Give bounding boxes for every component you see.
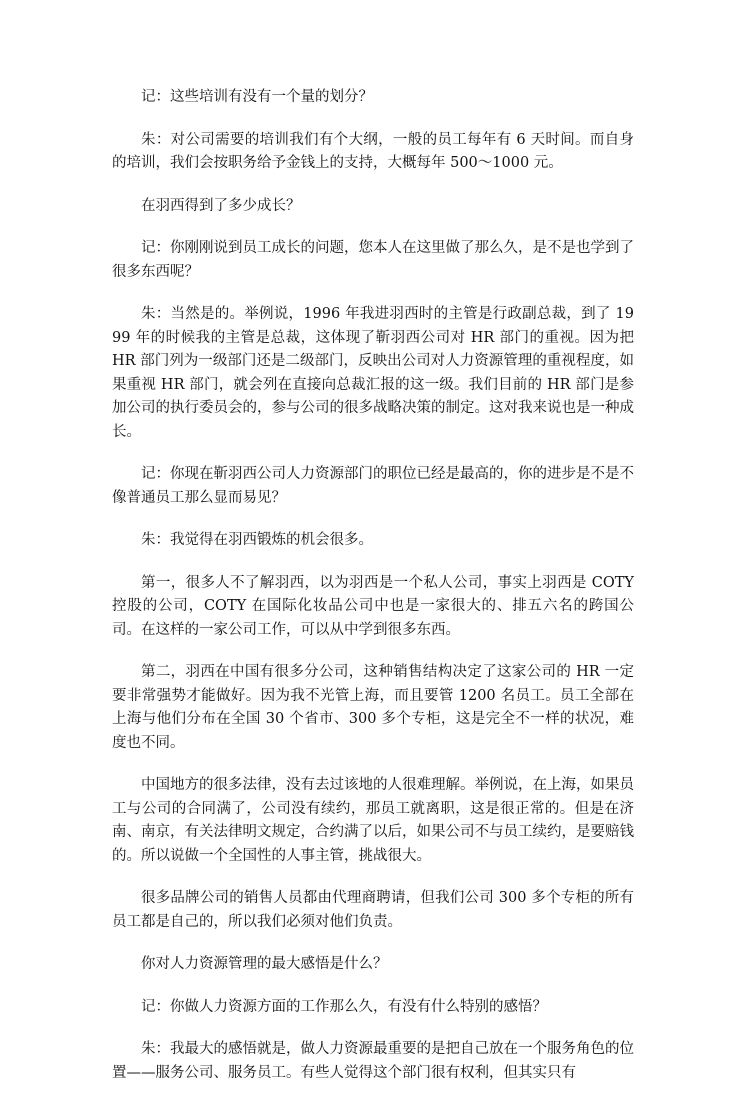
paragraph: 第二，羽西在中国有很多分公司，这种销售结构决定了这家公司的 HR 一定要非常强势才能做好。因为我不光管上海，而且要管 1200 名员工。员工全部在上海与他们分布在全国 30 个省市、300 多个专柜，这是完全不一样的状况，难度也不同。 — [112, 664, 634, 751]
paragraph: 中国地方的很多法律，没有去过该地的人很难理解。举例说，在上海，如果员工与公司的合同满了，公司没有续约，那员工就离职，这是很正常的。但是在济南、南京，有关法律明文规定，合约满了以后，如果公司不与员工续约，是要赔钱的。所以说做一个全国性的人事主管，挑战很大。 — [112, 777, 634, 864]
paragraph: 记：你现在靳羽西公司人力资源部门的职位已经是最高的，你的进步是不是不像普通员工那么显而易见？ — [112, 466, 634, 506]
paragraph: 记：这些培训有没有一个量的划分？ — [141, 89, 373, 105]
section-heading: 在羽西得到了多少成长？ — [141, 197, 301, 214]
paragraph: 第一，很多人不了解羽西，以为羽西是一个私人公司，事实上羽西是 COTY 控股的公司，COTY 在国际化妆品公司中也是一家很大的、排五六名的跨国公司。在这样的一家公司工作，可以从中学到很多东西。 — [112, 574, 634, 638]
paragraph: 朱：对公司需要的培训我们有个大纲，一般的员工每年有 6 天时间。而自身的培训，我们会按职务给予金钱上的支持，大概每年 500～1000 元。 — [112, 131, 634, 171]
paragraph: 朱：当然是的。举例说，1996 年我进羽西时的主管是行政副总裁，到了 1999 年的时候我的主管是总裁，这体现了靳羽西公司对 HR 部门的重视。因为把 HR 部门列为一级部门还是二级部门，反映出公司对人力资源管理的重视程度，如果重视 HR 部门，就会列在直接向总裁汇报的这一级。我们目前的 HR 部门是参加公司的执行委员会的，参与公司的很多战略决策的制定。这对我来说也是一种成长。 — [112, 306, 634, 440]
paragraph: 朱：我觉得在羽西锻炼的机会很多。 — [141, 532, 373, 548]
paragraph: 记：你做人力资源方面的工作那么久，有没有什么特别的感悟？ — [141, 998, 547, 1015]
paragraph: 朱：我最大的感悟就是，做人力资源最重要的是把自己放在一个服务角色的位置——服务公司、服务员工。有些人觉得这个部门很有权利，但其实只有 — [112, 1041, 634, 1081]
paragraph: 很多品牌公司的销售人员都由代理商聘请，但我们公司 300 多个专柜的所有员工都是自己的，所以我们必须对他们负责。 — [112, 890, 634, 930]
article-body — [112, 86, 634, 1104]
section-heading: 你对人力资源管理的最大感悟是什么？ — [141, 956, 388, 972]
paragraph: 记：你刚刚说到员工成长的问题，您本人在这里做了那么久，是不是也学到了很多东西呢？ — [112, 240, 634, 280]
